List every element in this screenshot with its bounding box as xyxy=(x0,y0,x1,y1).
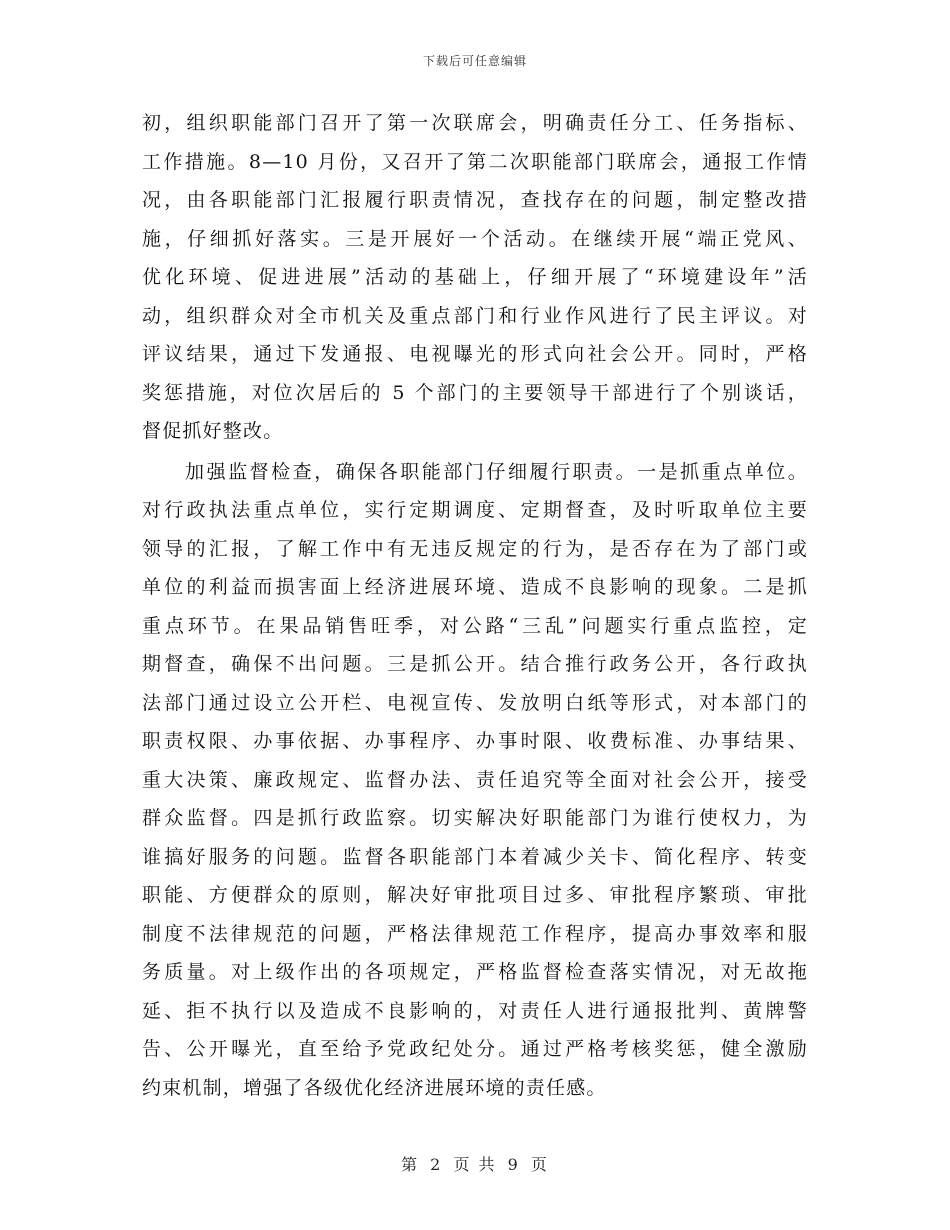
text-line: 职责权限、办事依据、办事程序、办事时限、收费标准、办事结果、 xyxy=(142,730,808,752)
text-line: 重大决策、廉政规定、监督办法、责任追究等全面对社会公开，接受 xyxy=(142,768,808,791)
text-line: 务质量。对上级作出的各项规定，严格监督检查落实情况，对无故拖 xyxy=(142,961,808,983)
header-note: 下载后可任意编辑 xyxy=(422,54,527,68)
text-line: 延、拒不执行以及造成不良影响的，对责任人进行通报批判、黄牌警 xyxy=(142,999,808,1022)
text-line: 对行政执法重点单位，实行定期调度、定期督查，及时听取单位主要 xyxy=(142,499,808,521)
text-line: 优化环境、促进进展”活动的基础上，仔细开展了“环境建设年”活 xyxy=(142,266,808,288)
paragraph-1 xyxy=(142,104,808,451)
document-body xyxy=(142,104,808,1107)
text-line: 制度不法律规范的问题，严格法律规范工作程序，提高办事效率和服 xyxy=(142,922,808,945)
text-line: 况，由各职能部门汇报履行职责情况，查找存在的问题，制定整改措 xyxy=(142,189,808,211)
text-line: 加强监督检查，确保各职能部门仔细履行职责。一是抓重点单位。 xyxy=(142,460,808,483)
text-line: 工作措施。8—10 月份，又召开了第二次职能部门联席会，通报工作情 xyxy=(142,150,808,173)
text-line: 领导的汇报，了解工作中有无违反规定的行为，是否存在为了部门或 xyxy=(142,537,808,560)
footer-mid: 页 共 xyxy=(453,1155,497,1174)
text-line: 评议结果，通过下发通报、电视曝光的形式向社会公开。同时，严格 xyxy=(142,343,808,365)
text-line: 单位的利益而损害面上经济进展环境、造成不良影响的现象。二是抓 xyxy=(142,576,808,598)
footer-prefix: 第 xyxy=(401,1155,420,1174)
text-line: 初，组织职能部门召开了第一次联席会，明确责任分工、任务指标、 xyxy=(142,112,808,134)
text-line: 群众监督。四是抓行政监察。切实解决好职能部门为谁行使权力，为 xyxy=(142,807,808,829)
total-page-count: 9 xyxy=(507,1155,520,1174)
text-line: 告、公开曝光，直至给予党政纪处分。通过严格考核奖惩，健全激励 xyxy=(142,1038,808,1060)
text-line: 约束机制，增强了各级优化经济进展环境的责任感。 xyxy=(142,1076,607,1099)
paragraph-2 xyxy=(142,453,808,1108)
text-line: 职能、方便群众的原则，解决好审批项目过多、审批程序繁琐、审批 xyxy=(142,884,808,906)
page-footer xyxy=(0,1152,950,1175)
text-line: 期督查，确保不出问题。三是抓公开。结合推行政务公开，各行政执 xyxy=(142,653,808,675)
text-line: 动，组织群众对全市机关及重点部门和行业作风进行了民主评议。对 xyxy=(142,304,808,327)
current-page-number: 2 xyxy=(430,1155,443,1174)
text-line: 谁搞好服务的问题。监督各职能部门本着减少关卡、简化程序、转变 xyxy=(142,845,808,868)
text-line: 法部门通过设立公开栏、电视宣传、发放明白纸等形式，对本部门的 xyxy=(142,691,808,714)
footer-suffix: 页 xyxy=(530,1155,549,1174)
text-line: 奖惩措施，对位次居后的 5 个部门的主要领导干部进行了个别谈话， xyxy=(142,381,808,404)
text-line: 施，仔细抓好落实。三是开展好一个活动。在继续开展“端正党风、 xyxy=(142,227,808,250)
text-line: 重点环节。在果品销售旺季，对公路“三乱”问题实行重点监控，定 xyxy=(142,614,808,637)
text-line: 督促抓好整改。 xyxy=(142,420,284,442)
